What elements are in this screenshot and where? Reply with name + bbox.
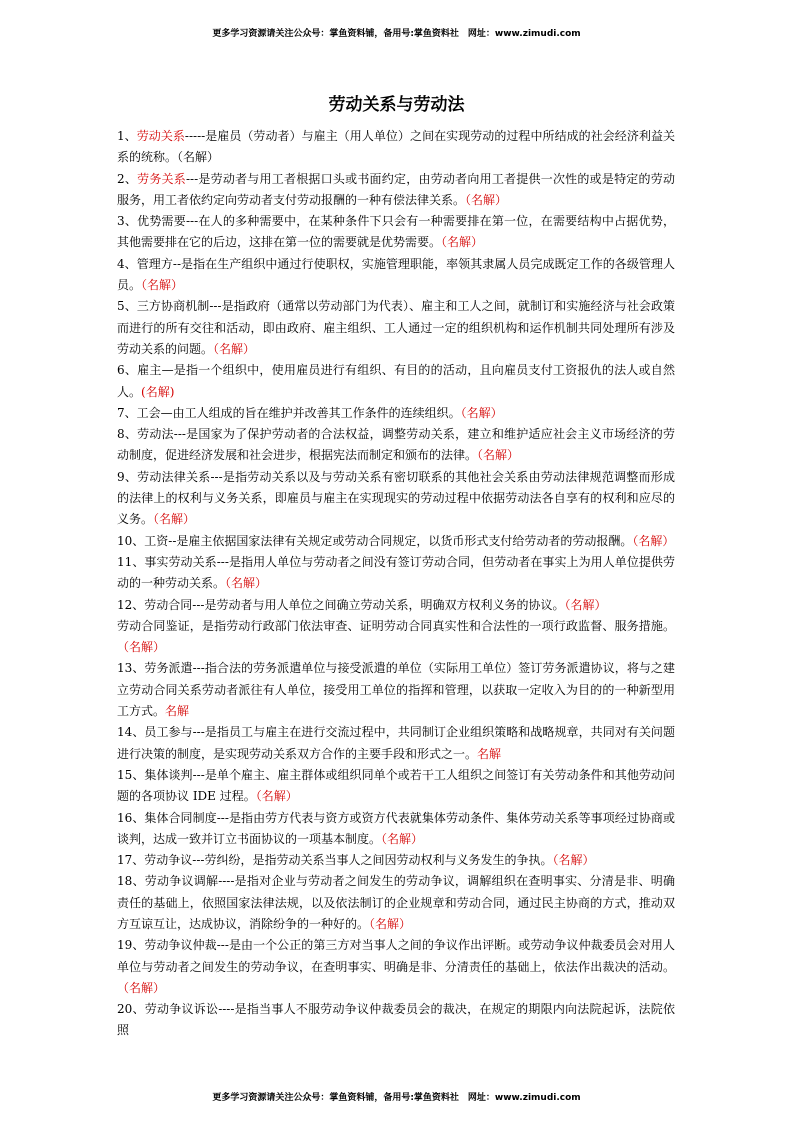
entry-19 bbox=[117, 935, 675, 999]
entry-number: 14、 bbox=[117, 725, 145, 740]
entry-15 bbox=[117, 765, 675, 808]
entry-tag: （名解） bbox=[177, 150, 220, 165]
entry-9 bbox=[117, 467, 675, 531]
entry-number: 12、 bbox=[117, 597, 145, 612]
entry-tag: 名解 bbox=[165, 704, 190, 719]
entry-17 bbox=[117, 850, 675, 871]
entry-term: 劳动关系 bbox=[136, 129, 185, 143]
entry-13 bbox=[117, 658, 675, 722]
entry-term: 劳务派遣 bbox=[144, 661, 193, 676]
entry-12-note bbox=[117, 616, 675, 659]
entry-body: ---是指员工与雇主在进行交流过程中，共同制订企业组织策略和战略规章，共同对有关问题进行决策的制度，是实现劳动关系双方合作的主要手段和形式之一。 bbox=[117, 725, 675, 761]
entry-term: 劳动争议 bbox=[144, 853, 193, 868]
entry-5 bbox=[117, 296, 675, 360]
entry-term: 劳动争议仲裁 bbox=[144, 938, 217, 953]
entry-3 bbox=[117, 211, 675, 254]
entry-number: 3、 bbox=[117, 214, 138, 229]
entry-body: ---是单个雇主、雇主群体或组织同单个或若干工人组织之间签订有关劳动条件和其他劳动问题的各项协议 IDE 过程。 bbox=[117, 767, 675, 804]
entry-number: 18、 bbox=[117, 874, 145, 889]
entry-number: 5、 bbox=[117, 299, 137, 314]
entry-number: 7、 bbox=[117, 405, 137, 420]
entry-term: 劳动合同 bbox=[144, 597, 193, 612]
entry-term: 劳动法 bbox=[137, 427, 174, 442]
entry-14 bbox=[117, 722, 675, 765]
entry-term: 雇主 bbox=[137, 363, 162, 378]
entry-tag: （名解） bbox=[255, 789, 298, 804]
entry-body: ---是指由劳方代表与资方或资方代表就集体劳动条件、集体劳动关系等事项经过协商或谈判，达成一致并订立书面协议的一项基本制度。 bbox=[117, 810, 675, 846]
entry-body: —由工人组成的旨在维护并改善其工作条件的连续组织。 bbox=[160, 405, 461, 420]
entry-number: 10、 bbox=[117, 533, 145, 548]
entry-tag: （名解） bbox=[153, 512, 196, 527]
entry-number: 19、 bbox=[117, 938, 145, 953]
entry-tag: （名解） bbox=[369, 916, 412, 931]
entry-tag: （名解） bbox=[632, 533, 675, 548]
entry-tag: （名解） bbox=[225, 576, 268, 591]
entry-number: 9、 bbox=[117, 469, 138, 484]
entry-number: 1、 bbox=[117, 129, 137, 143]
entry-number: 6、 bbox=[117, 363, 138, 378]
entry-number: 2、 bbox=[117, 171, 138, 186]
entry-body: ---是国家为了保护劳动者的合法权益，调整劳动关系，建立和维护适应社会主义市场经济的劳动制度，促进经济发展和社会进步，根据宪法而制定和颁布的法律。 bbox=[117, 427, 675, 463]
entry-number: 17、 bbox=[117, 853, 145, 868]
entry-body: ---是指劳动关系以及与劳动关系有密切联系的其他社会关系由劳动法律规范调整而形成的法律上的权利与义务关系，即雇员与雇主在实现现实的劳动过程中依据劳动法各自享有的权利和应尽的义务。 bbox=[117, 469, 675, 527]
entry-tag: （名解） bbox=[141, 278, 184, 293]
entry-term: 管理方 bbox=[136, 256, 173, 271]
entry-1 bbox=[117, 126, 675, 169]
footer-banner: 更多学习资源请关注公众号：掌鱼资料铺，备用号:掌鱼资料社 网址：www.zimudi.com bbox=[212, 1093, 581, 1103]
entry-term: 集体谈判 bbox=[144, 767, 193, 782]
entry-tag: （名解） bbox=[117, 980, 166, 995]
header-banner: 更多学习资源请关注公众号：掌鱼资料铺，备用号:掌鱼资料社 网址：www.zimudi.com bbox=[212, 29, 581, 39]
entry-body: ---劳纠纷，是指劳动关系当事人之间因劳动权利与义务发生的争执。 bbox=[192, 853, 553, 868]
entry-tag: （名解） bbox=[213, 341, 256, 356]
entry-number: 8、 bbox=[117, 427, 138, 442]
entry-body: ----是指当事人不服劳动争议仲裁委员会的裁决，在规定的期限内向法院起诉，法院依照 bbox=[117, 1002, 675, 1038]
entry-tag: 名解 bbox=[477, 746, 502, 761]
entry-term: 工资 bbox=[144, 533, 169, 548]
entry-number: 11、 bbox=[117, 554, 145, 569]
entry-number: 4、 bbox=[117, 256, 137, 271]
document-body bbox=[117, 126, 675, 1042]
entry-4 bbox=[117, 254, 675, 297]
entry-body: —是指一个组织中，使用雇员进行有组织、有目的的活动，且向雇员支付工资报仇的法人或自然人。 bbox=[117, 363, 675, 399]
entry-term: 集体合同制度 bbox=[144, 810, 217, 825]
entry-term: 工会 bbox=[136, 405, 161, 420]
entry-body: ---在人的多种需要中，在某种条件下只会有一种需要排在第一位，在需要结构中占据优势，其他需要排在它的后边，这排在第一位的需要就是优势需要。 bbox=[117, 214, 675, 250]
entry-tag: （名解） bbox=[477, 448, 520, 463]
entry-tag: （名解） bbox=[441, 235, 484, 250]
entry-body: ---是劳动者与用工者根据口头或书面约定，由劳动者向用工者提供一次性的或是特定的劳动服务，用工者依约定向劳动者支付劳动报酬的一种有偿法律关系。 bbox=[117, 171, 675, 207]
entry-term: 劳动法律关系 bbox=[137, 469, 211, 484]
page-title: 劳动关系与劳动法 bbox=[328, 95, 465, 115]
entry-number: 13、 bbox=[117, 661, 145, 676]
entry-tag: （名解） bbox=[465, 192, 508, 207]
entry-number: 20、 bbox=[117, 1002, 145, 1017]
entry-6 bbox=[117, 360, 675, 403]
entry-body: ---是指用人单位与劳动者之间没有签订劳动合同，但劳动者在事实上为用人单位提供劳动的一种劳动关系。 bbox=[117, 554, 675, 591]
entry-term: 劳务关系 bbox=[137, 171, 186, 186]
entry-term: 员工参与 bbox=[144, 725, 193, 740]
entry-16 bbox=[117, 808, 675, 851]
entry-10 bbox=[117, 531, 675, 552]
entry-body: ---是指政府（通常以劳动部门为代表）、雇主和工人之间，就制订和实施经济与社会政策而进行的所有交往和活动，即由政府、雇主组织、工人通过一定的组织机构和运作机制共同处理所有涉及劳动关系的问题。 bbox=[117, 299, 675, 356]
entry-tag: （名解） bbox=[117, 640, 166, 655]
entry-18 bbox=[117, 871, 675, 935]
entry-body: --是雇主依据国家法律有关规定或劳动合同规定，以货币形式支付给劳动者的劳动报酬。 bbox=[168, 533, 633, 548]
entry-20 bbox=[117, 999, 675, 1042]
entry-body: -----是雇员（劳动者）与雇主（用人单位）之间在实现劳动的过程中所结成的社会经济利益关系的统称。 bbox=[117, 129, 675, 165]
entry-number: 16、 bbox=[117, 810, 145, 825]
entry-tag: （名解） bbox=[460, 405, 503, 420]
entry-term: 优势需要 bbox=[137, 214, 186, 229]
entry-body: ---指合法的劳务派遣单位与接受派遣的单位（实际用工单位）签订劳务派遣协议，将与之建立劳动合同关系劳动者派往有人单位，接受用工单位的指挥和管理，以获取一定收入为目的的一种新型用工方式。 bbox=[117, 661, 675, 719]
entry-12 bbox=[117, 595, 675, 616]
entry-11 bbox=[117, 552, 675, 595]
entry-body: ----是指对企业与劳动者之间发生的劳动争议，调解组织在查明事实、分清是非、明确责任的基础上，依照国家法律法规，以及依法制订的企业规章和劳动合同，通过民主协商的方式，推动双方互谅互让，达成协议，消除纷争的一种好的。 bbox=[117, 874, 675, 931]
entry-tag: （名解） bbox=[552, 853, 595, 868]
entry-tag: （名解） bbox=[564, 597, 607, 612]
entry-7 bbox=[117, 403, 675, 424]
entry-number: 15、 bbox=[117, 767, 145, 782]
entry-tag: (名解) bbox=[141, 384, 175, 399]
entry-tag: （名解） bbox=[381, 831, 424, 846]
entry-body: ---是由一个公正的第三方对当事人之间的争议作出评断。或劳动争议仲裁委员会对用人单位与劳动者之间发生的劳动争议，在查明事实、明确是非、分清责任的基础上，依法作出裁决的活动。 bbox=[117, 938, 675, 974]
entry-2 bbox=[117, 169, 675, 212]
entry-term: 劳动争议诉讼 bbox=[144, 1002, 219, 1017]
entry-term: 事实劳动关系 bbox=[144, 554, 217, 569]
entry-body: ---是劳动者与用人单位之间确立劳动关系，明确双方权利义务的协议。 bbox=[192, 597, 565, 612]
entry-term: 三方协商机制 bbox=[136, 299, 210, 314]
entry-body: --是指在生产组织中通过行使职权，实施管理职能，率领其隶属人员完成既定工作的各级管理人员。 bbox=[117, 256, 675, 293]
entry-8 bbox=[117, 424, 675, 467]
entry-term: 劳动争议调解 bbox=[144, 874, 219, 889]
entry-body: 劳动合同鉴证，是指劳动行政部门依法审查、证明劳动合同真实性和合法性的一项行政监督、服务措施。 bbox=[117, 618, 675, 633]
